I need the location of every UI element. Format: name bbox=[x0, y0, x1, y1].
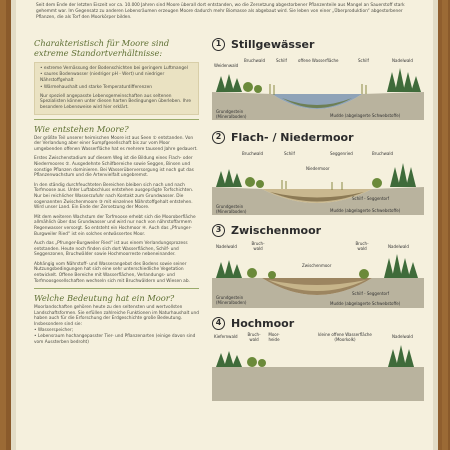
diagram-label: Bruch- wald bbox=[355, 241, 369, 251]
diagram-label: Bruchwald bbox=[372, 151, 394, 156]
diagram-label: Bruchwald bbox=[242, 151, 264, 156]
paragraph: Auch das „Pfrunger-Burgweiler Ried“ ist aus einem Verlandungsprozess entstanden. Heute noch finden sich dort Wasserflächen, Schilf- und Seggenzonen, Bruchwälder sowie Hochmoorreste nebeneinander. bbox=[34, 241, 188, 258]
diagram-label: Zwischenmoor bbox=[302, 263, 332, 268]
diagram-label: Bruchwald bbox=[244, 58, 266, 63]
section-number: 2 bbox=[212, 131, 225, 144]
divider bbox=[34, 119, 199, 120]
diagram-label: Schilf bbox=[276, 58, 287, 63]
diagram-label: Grundgestein (Mineralboden) bbox=[216, 109, 247, 119]
diagram-label: offene Wasserfläche bbox=[298, 58, 339, 63]
bullet-item: • saures Bodenwasser (niedriger pH - Wert) und niedriger Nährstoffgehalt bbox=[40, 72, 165, 84]
box-note: Nur speziell angepasste Lebensgemeinschaften aus seltenen Spezialisten können unter diesen harten Bedingungen überleben. Ihre besondere Lebensweise wird hier erklärt. bbox=[40, 93, 192, 110]
section-number: 3 bbox=[212, 224, 225, 237]
bullet-item: • Wasserspeicher; bbox=[34, 327, 74, 333]
section-heading: Zwischenmoor bbox=[231, 224, 322, 237]
paragraph: Erstes Zwischenstadium auf diesem Weg ist die Bildung eines Flach- oder Niedermoores ②. Ausgedehnte Schilfbereiche sowie Seggen, Binsen und sonstige Pflanzen dominieren. Bei Wasserüberversorgung ist noch gut das Pflanzenwachstum und die Artenvielfalt ungebremst. bbox=[34, 156, 194, 179]
paragraph: Moorlandschaften gehören heute zu den seltensten und wertvollsten Landschaftsformen. Sie erfüllen zahlreiche Funktionen im Naturhaushalt und haben auch für die Erforschung der Erdgeschichte große Bedeutung. Insbesondere sind sie: bbox=[34, 305, 199, 328]
section-number: 1 bbox=[212, 38, 225, 51]
paragraph: Der größte Teil unserer heimischen Moore ist aus Seen ① entstanden. Von der Verlandung aber einer Sumpfgesellschaft bis zur vom Moor umgebenden offenen Wasserfläche hat es mehrere tausend Jahre gedauert. bbox=[34, 135, 198, 152]
diagram-label: Schilf bbox=[284, 151, 295, 156]
info-board bbox=[11, 0, 438, 450]
diagram-label: Grundgestein (Mineralboden) bbox=[216, 204, 247, 214]
section-heading: Stillgewässer bbox=[231, 38, 315, 51]
diagram-label: Bruch- wald bbox=[251, 241, 265, 251]
diagram-label: Mudde (abgelagerte Schwebstoffe) bbox=[330, 113, 401, 118]
diagram-label: Mudde (abgelagerte Schwebstoffe) bbox=[330, 301, 401, 306]
diagram-label: Schilf - Seggentorf bbox=[352, 196, 390, 201]
section-title bbox=[212, 317, 424, 330]
section-heading: Flach- / Niedermoor bbox=[231, 131, 354, 144]
diagram-label: Mudde (abgelagerte Schwebstoffe) bbox=[330, 208, 401, 213]
heading-formation: Wie entstehen Moore? bbox=[34, 123, 129, 134]
paragraph: Mit dem weiteren Wachstum der Torfmoose erhebt sich die Mooroberfläche allmählich über das Grundwasser und wird nur noch von nährstoffarmem Regenwasser versorgt. So entsteht ein Hochmoor ④. Auch das „Pfrunger-Burgweiler Ried“ ist ein solches entwässertes Moor. bbox=[34, 214, 196, 237]
diagram-label: Grundgestein (Mineralboden) bbox=[216, 295, 247, 305]
diagram-label: kleine offene Wasserfläche (Moorkolk) bbox=[318, 332, 372, 342]
paragraph: In den ständig durchfeuchteten Bereichen bleiben sich nach und nach Torfmoose aus. Unter Luftabschluss entstehen ausgeprägte Torfschichten. Nur bei reichlicher Wasserzufuhr nach Kontakt zum Grundwasser. Die sogenannten Zwischenmoore ③ mit einzelnen Nährstoffgehalt entstehen. Wird unser Land. Ein Ende der Zersetzung der Moore. bbox=[34, 182, 194, 211]
divider bbox=[34, 288, 199, 289]
diagram-label: Kiefernwald bbox=[214, 334, 238, 339]
hochmoor-diagram bbox=[212, 333, 424, 405]
diagram-label: Niedermoor bbox=[306, 166, 330, 171]
cross-section-illustration bbox=[212, 333, 424, 405]
niedermoor-diagram bbox=[212, 147, 424, 219]
bullet-item: • Lebensraum hochangepasster Tier- und Pflanzenarten (einige davon sind vom Aussterben bedroht) bbox=[34, 333, 196, 346]
right-column bbox=[212, 38, 424, 405]
diagram-label: Nadelwald bbox=[216, 244, 237, 249]
diagram-label: Schilf - Seggentorf bbox=[352, 291, 390, 296]
diagram-label: Nadelwald bbox=[388, 244, 409, 249]
heading-characteristics: Charakteristisch für Moore sind extreme Standortverhältnisse: bbox=[34, 38, 170, 58]
diagram-label: Seggenried bbox=[330, 151, 353, 156]
characteristics-box bbox=[34, 62, 199, 115]
diagram-label: Nadelwald bbox=[392, 58, 413, 63]
diagram-label: Nadelwald bbox=[392, 334, 413, 339]
diagram-label: Schilf bbox=[358, 58, 369, 63]
section-title bbox=[212, 131, 424, 144]
section-number: 4 bbox=[212, 317, 225, 330]
bullet-item: • Wärmehaushalt und starke Temperaturdifferenzen bbox=[40, 84, 152, 90]
diagram-label: Weidenwald bbox=[214, 63, 239, 68]
bullet-item: • extreme Vernässung der Bodenschichten bei geringem Luftmangel bbox=[40, 66, 188, 71]
left-column bbox=[34, 38, 199, 346]
diagram-label: Moor- heide bbox=[268, 332, 280, 342]
stillgewaesser-diagram bbox=[212, 54, 424, 126]
diagram-label: Bruch- wald bbox=[247, 332, 261, 342]
zwischenmoor-diagram bbox=[212, 240, 424, 312]
section-title bbox=[212, 38, 424, 51]
paragraph: Abhängig vom Nährstoff- und Wasserangebot des Bodens sowie seiner Nutzungsbedingungen hat sich eine sehr unterschiedliche Vegetation entwickelt. Offene Bereiche mit Wasserflächen, Verlandungs- und Torfmoosgesellschaften wechseln sich mit Bruchwäldern und Wiesen ab. bbox=[34, 261, 190, 284]
heading-importance: Welche Bedeutung hat ein Moor? bbox=[34, 293, 175, 304]
section-heading: Hochmoor bbox=[231, 317, 295, 330]
section-title bbox=[212, 224, 424, 237]
intro-text: Seit dem Ende der letzten Eiszeit vor ca. 10.000 Jahren sind Moore überall dort entstanden, wo die Zersetzung abgestorbener Pflanzenteile aus Mangel an Sauerstoff stark gehemmt war. Im Gegensatz zu anderen Lebensräumen erzeugen Moore dadurch mehr Biomasse als abgebaut wird. Sie leben von einer „Überproduktion“ abgestorbener Pflanzen, die als Torf den Moorkörper bilden. bbox=[36, 3, 405, 20]
